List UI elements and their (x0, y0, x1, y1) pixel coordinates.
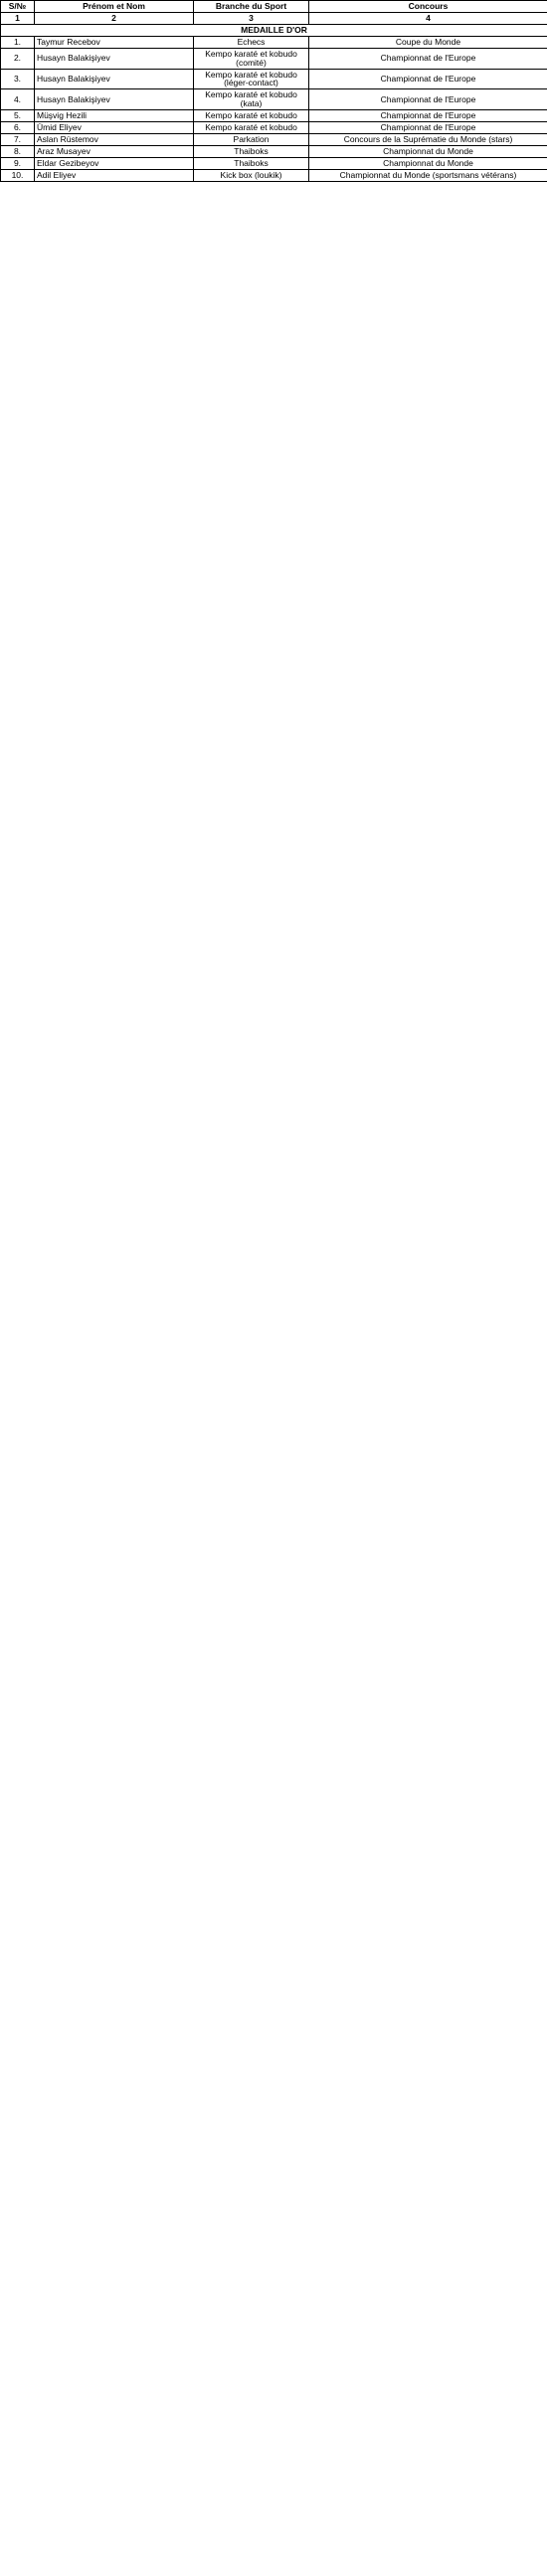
row-number: 8. (1, 145, 35, 157)
athlete-name: Ümid Eliyev (35, 122, 194, 134)
competition-name: Championnat de l'Europe (309, 48, 547, 69)
athlete-name: Adil Eliyev (35, 169, 194, 181)
competition-name: Championnat du Monde (309, 145, 547, 157)
row-number: 6. (1, 122, 35, 134)
table-row (1, 110, 547, 122)
competition-name: Championnat de l'Europe (309, 110, 547, 122)
row-number: 1. (1, 36, 35, 48)
athlete-name: Taymur Recebov (35, 36, 194, 48)
col-index-2: 2 (35, 12, 194, 24)
row-number: 7. (1, 134, 35, 146)
competition-name: Championnat de l'Europe (309, 89, 547, 110)
sport-branch: Kempo karaté et kobudo (194, 122, 309, 134)
row-number: 2. (1, 48, 35, 69)
athlete-name: Eldar Gezibeyov (35, 157, 194, 169)
sport-branch: Kempo karaté et kobudo (léger-contact) (194, 69, 309, 89)
sport-branch: Kempo karaté et kobudo (kata) (194, 89, 309, 110)
table-row (1, 145, 547, 157)
table-body (1, 24, 547, 181)
athlete-name: Aslan Rüstemov (35, 134, 194, 146)
athlete-name: Husayn Balakişiyev (35, 48, 194, 69)
competition-name: Concours de la Suprématie du Monde (stars) (309, 134, 547, 146)
header-row (1, 1, 547, 13)
table-row (1, 134, 547, 146)
row-number: 5. (1, 110, 35, 122)
sport-branch: Kick box (loukik) (194, 169, 309, 181)
table-row (1, 69, 547, 89)
table-row (1, 157, 547, 169)
table-row (1, 89, 547, 110)
row-number: 10. (1, 169, 35, 181)
row-number: 3. (1, 69, 35, 89)
section-title: MEDAILLE D'OR (1, 24, 547, 36)
section-row (1, 24, 547, 36)
athlete-name: Husayn Balakişiyev (35, 89, 194, 110)
row-number: 4. (1, 89, 35, 110)
competition-name: Championnat de l'Europe (309, 69, 547, 89)
col-header-sport: Branche du Sport (194, 1, 309, 13)
col-header-number: S/№ (1, 1, 35, 13)
competition-name: Coupe du Monde (309, 36, 547, 48)
col-header-event: Concours (309, 1, 547, 13)
sport-branch: Thaiboks (194, 145, 309, 157)
sport-branch: Kempo karaté et kobudo (194, 110, 309, 122)
athlete-name: Husayn Balakişiyev (35, 69, 194, 89)
row-number: 9. (1, 157, 35, 169)
subheader-row (1, 12, 547, 24)
competition-name: Championnat du Monde (sportsmans vétérans) (309, 169, 547, 181)
sport-branch: Echecs (194, 36, 309, 48)
medal-table (0, 0, 547, 182)
sport-branch: Kempo karaté et kobudo (comité) (194, 48, 309, 69)
table-row (1, 122, 547, 134)
table-row (1, 36, 547, 48)
table-row (1, 48, 547, 69)
sport-branch: Thaiboks (194, 157, 309, 169)
athlete-name: Araz Musayev (35, 145, 194, 157)
competition-name: Championnat du Monde (309, 157, 547, 169)
competition-name: Championnat de l'Europe (309, 122, 547, 134)
col-index-1: 1 (1, 12, 35, 24)
sport-branch: Parkation (194, 134, 309, 146)
col-index-3: 3 (194, 12, 309, 24)
table-row (1, 169, 547, 181)
athlete-name: Müşvig Hezili (35, 110, 194, 122)
col-header-name: Prénom et Nom (35, 1, 194, 13)
col-index-4: 4 (309, 12, 547, 24)
